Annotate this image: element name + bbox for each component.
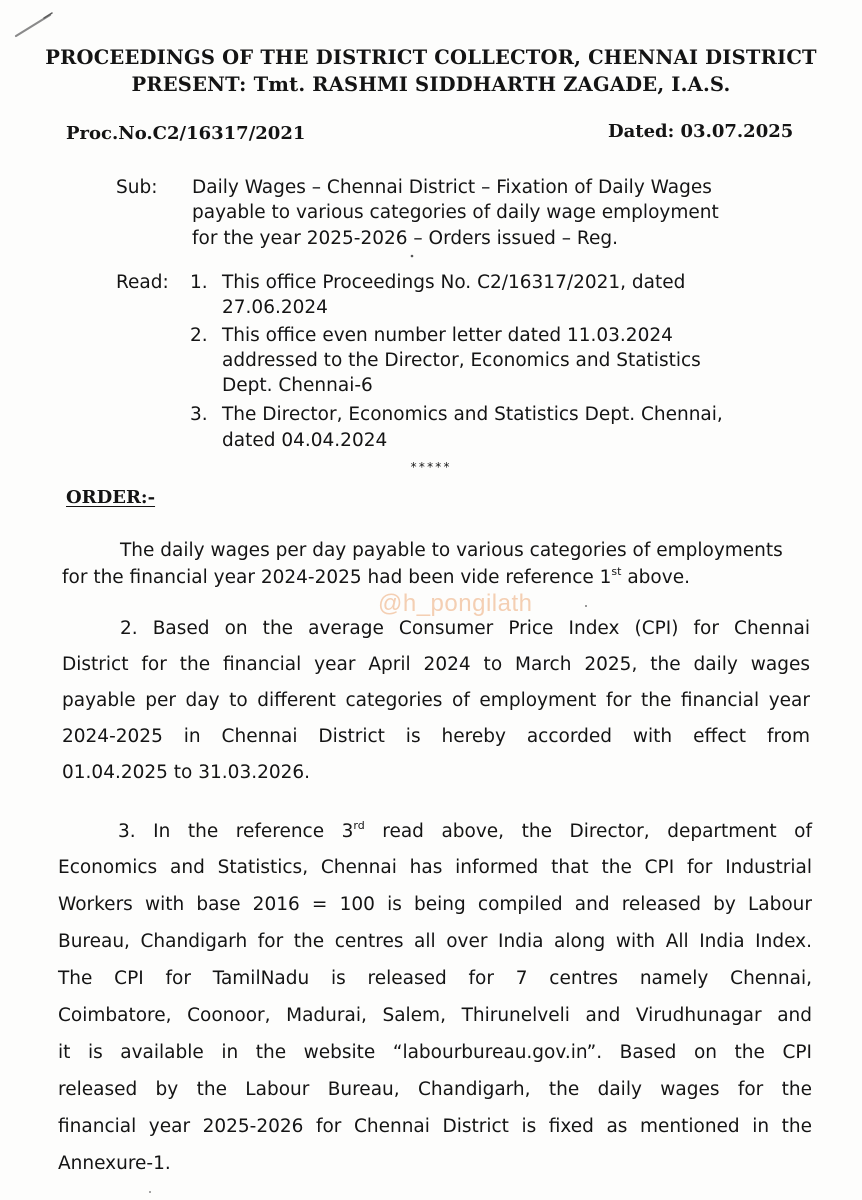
- para3-line-6: Coimbatore, Coonoor, Madurai, Salem, Thirunelveli and Virudhunagar and: [58, 1005, 812, 1026]
- para3-line-3: Workers with base 2016 = 100 is being compiled and released by Labour: [58, 894, 812, 915]
- order-heading: ORDER:-: [66, 487, 156, 508]
- read-item-1-line-1: This office Proceedings No. C2/16317/2021, dated: [222, 272, 686, 293]
- header-line-1: PROCEEDINGS OF THE DISTRICT COLLECTOR, CHENNAI DISTRICT: [45, 46, 817, 69]
- para3-line-9: financial year 2025-2026 for Chennai District is fixed as mentioned in the: [58, 1116, 812, 1137]
- header-line-2: PRESENT: Tmt. RASHMI SIDDHARTH ZAGADE, I.A.S.: [131, 73, 731, 96]
- read-item-1-number: 1.: [190, 272, 208, 293]
- read-item-2-line-1: This office even number letter dated 11.03.2024: [222, 325, 673, 346]
- sub-line-3: for the year 2025-2026 – Orders issued – Reg.: [192, 228, 618, 249]
- para2-line-5: 01.04.2025 to 31.03.2026.: [62, 762, 311, 783]
- para3-line-5: The CPI for TamilNadu is released for 7 centres namely Chennai,: [58, 968, 812, 989]
- para2-line-4: 2024-2025 in Chennai District is hereby accorded with effect from: [62, 726, 810, 747]
- proc-date: Dated: 03.07.2025: [608, 121, 794, 142]
- read-item-2-line-2: addressed to the Director, Economics and Statistics: [222, 350, 701, 371]
- para1-line-1: The daily wages per day payable to various categories of employments: [120, 540, 783, 561]
- read-label: Read:: [116, 272, 169, 293]
- read-item-1-line-2: 27.06.2024: [222, 297, 328, 318]
- read-item-3-line-2: dated 04.04.2024: [222, 430, 388, 451]
- watermark-handle: @h_pongilath: [378, 590, 533, 617]
- para3-line-10: Annexure-1.: [58, 1153, 171, 1174]
- para3-line-7: it is available in the website “labourbureau.gov.in”. Based on the CPI: [58, 1042, 812, 1063]
- para3-line-8: released by the Labour Bureau, Chandigarh, the daily wages for the: [58, 1079, 812, 1100]
- proc-number: Proc.No.C2/16317/2021: [66, 123, 306, 144]
- read-item-3-number: 3.: [190, 404, 208, 425]
- read-item-3-line-1: The Director, Economics and Statistics Dept. Chennai,: [222, 404, 723, 425]
- sub-line-1: Daily Wages – Chennai District – Fixation of Daily Wages: [192, 177, 712, 198]
- para1-line-2: for the financial year 2024-2025 had been vide reference 1st above.: [62, 564, 690, 588]
- sub-line-2: payable to various categories of daily wage employment: [192, 202, 719, 223]
- sub-label: Sub:: [116, 177, 158, 198]
- para2-line-1: 2. Based on the average Consumer Price Index (CPI) for Chennai: [120, 618, 810, 639]
- read-item-2-number: 2.: [190, 325, 208, 346]
- para2-line-2: District for the financial year April 2024 to March 2025, the daily wages: [62, 654, 810, 675]
- separator-stars: *****: [410, 460, 452, 474]
- para3-line-1: 3. In the reference 3rd read above, the Director, department of: [118, 818, 813, 842]
- read-item-2-line-3: Dept. Chennai-6: [222, 375, 373, 396]
- para3-line-4: Bureau, Chandigarh for the centres all over India along with All India Index.: [58, 931, 812, 952]
- para3-line-2: Economics and Statistics, Chennai has informed that the CPI for Industrial: [58, 857, 812, 878]
- para2-line-3: payable per day to different categories of employment for the financial year: [62, 690, 810, 711]
